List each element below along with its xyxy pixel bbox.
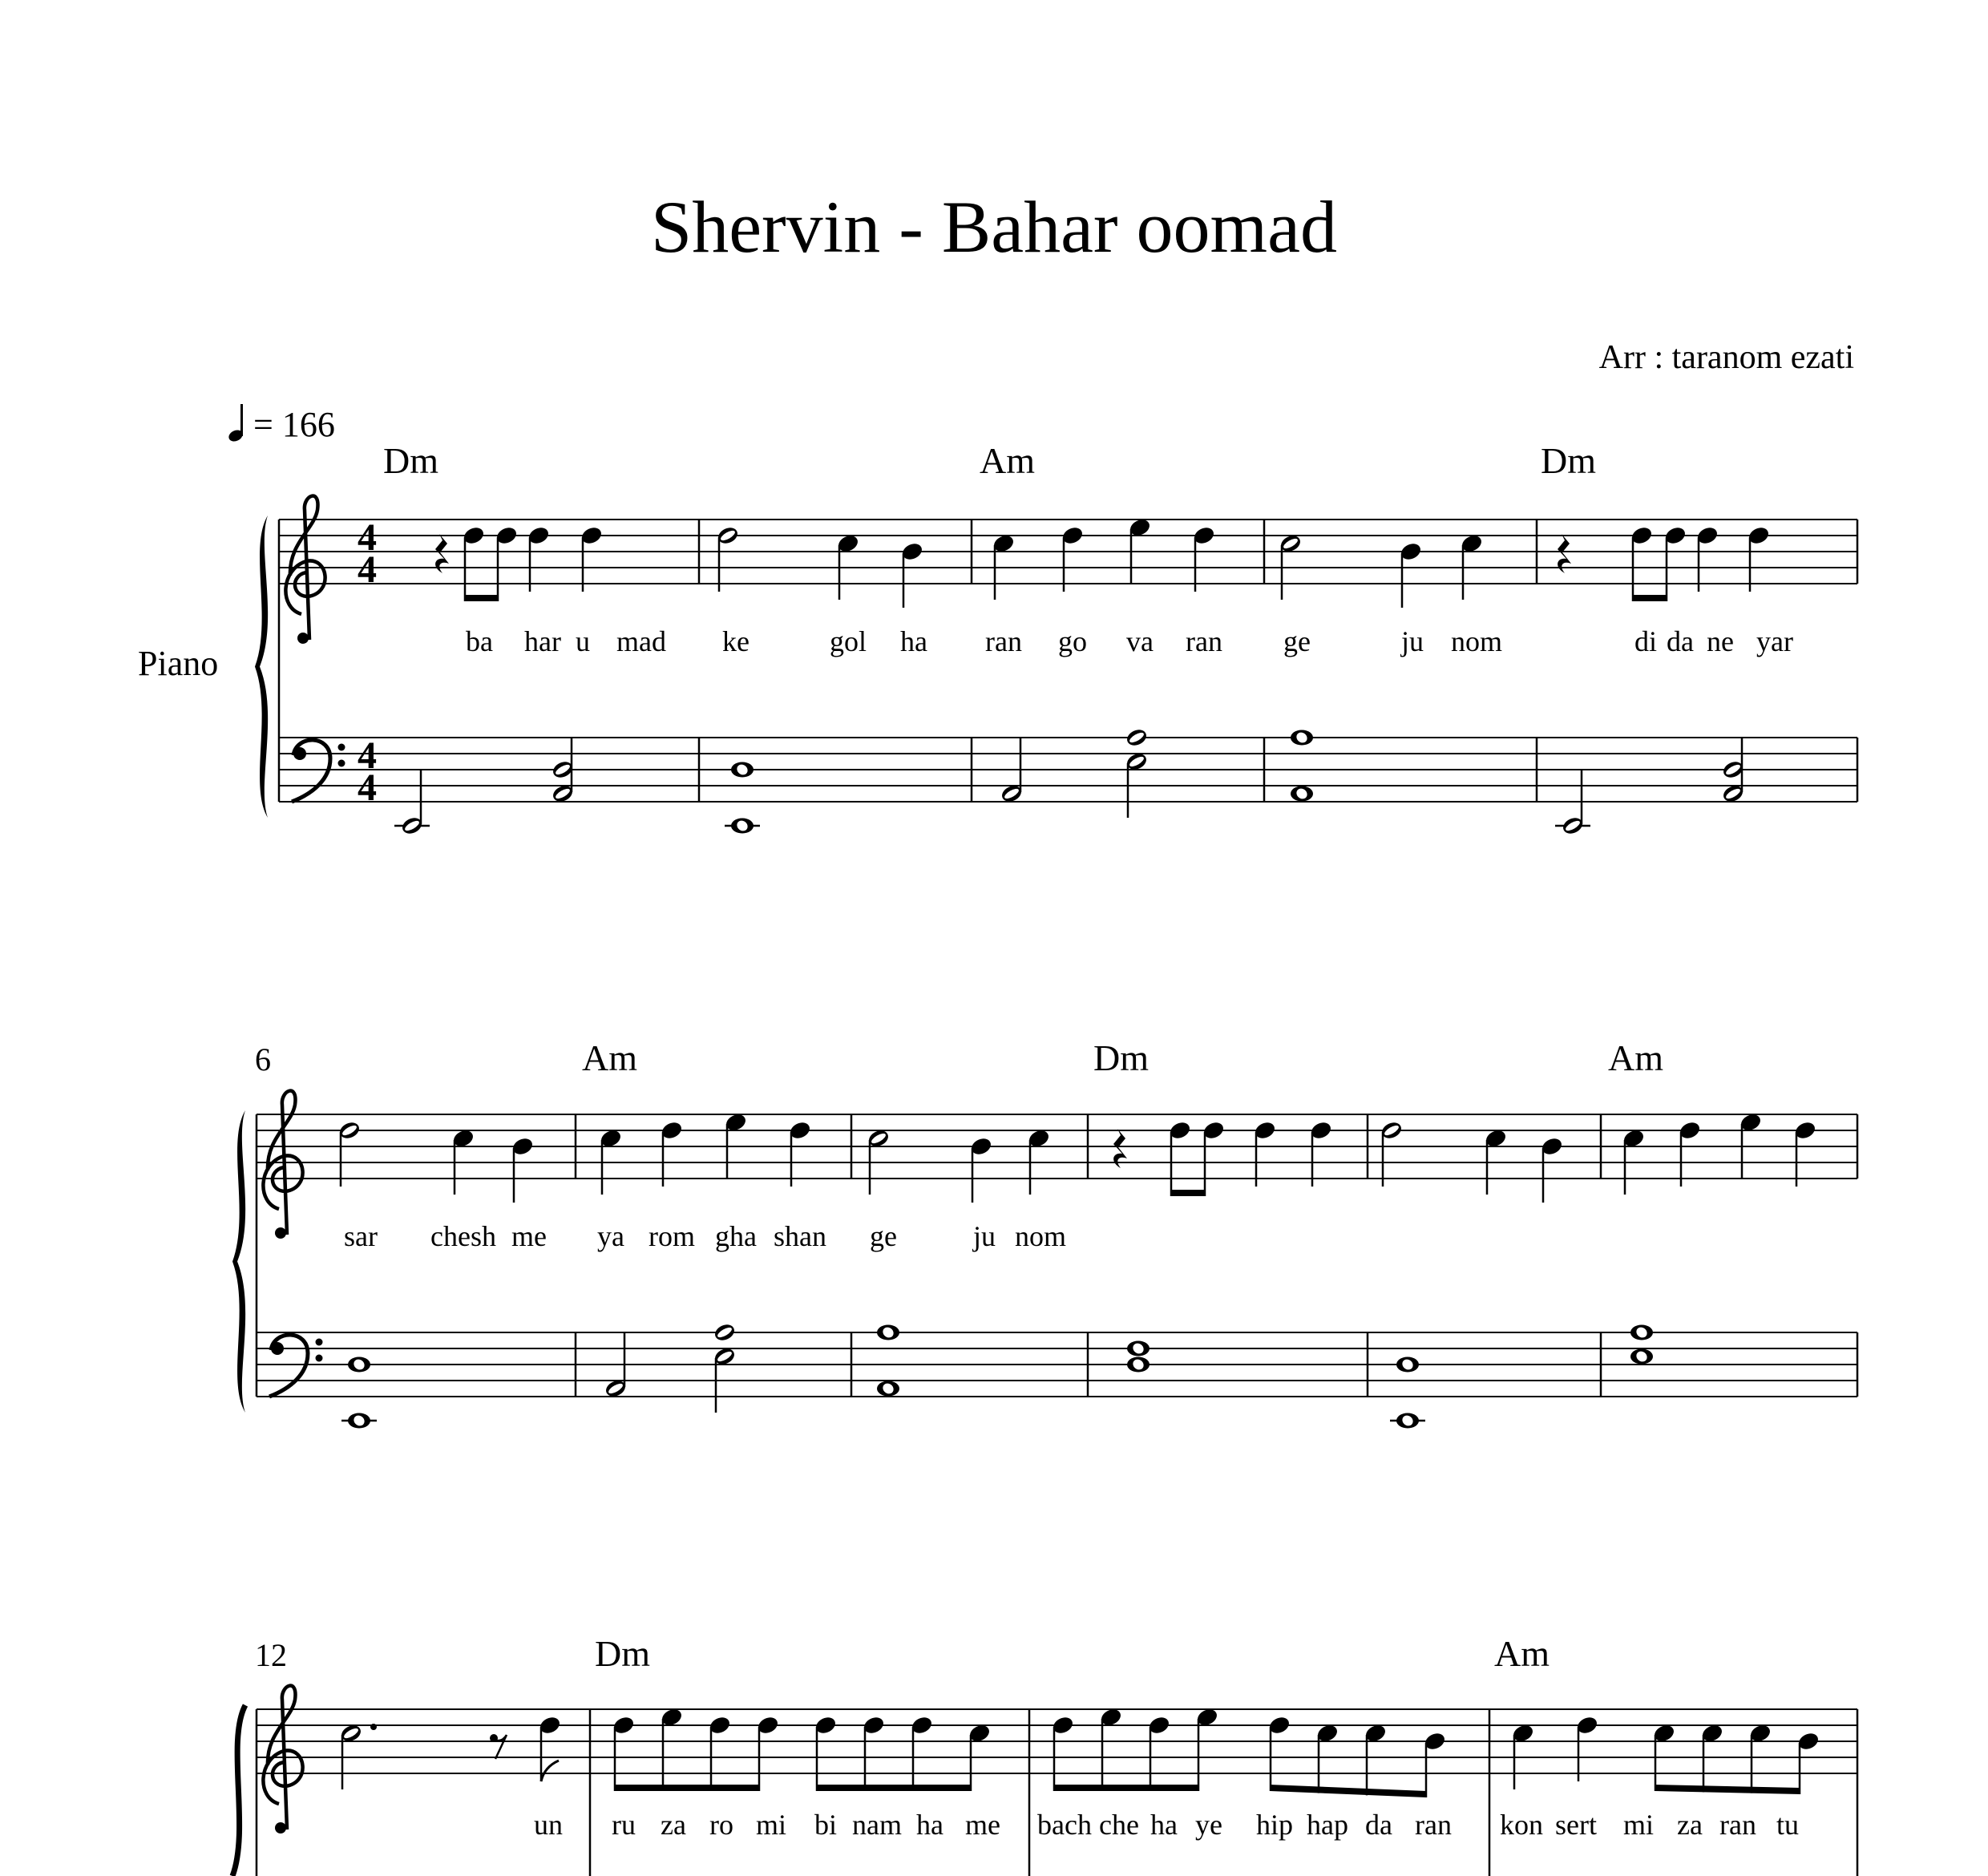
lyric-syllable: hap	[1307, 1809, 1348, 1841]
bass-clef-dot	[316, 1355, 323, 1362]
lyric-syllable: che	[1099, 1809, 1139, 1841]
lyric-syllable: shan	[774, 1220, 826, 1252]
beam	[1053, 1785, 1199, 1791]
chord-symbol: Dm	[595, 1633, 650, 1674]
chord-symbol: Am	[1608, 1037, 1663, 1078]
lyric-syllable: ye	[1195, 1809, 1222, 1841]
lyric-syllable: u	[576, 625, 590, 657]
time-signature-bottom: 4	[358, 766, 377, 809]
lyric-syllable: ha	[900, 625, 927, 657]
beam	[614, 1785, 760, 1791]
lyric-syllable: mi	[755, 1809, 787, 1841]
lyric-syllable: me	[965, 1809, 1000, 1841]
score-title: Shervin - Bahar oomad	[651, 186, 1337, 268]
chord-symbol: Dm	[1093, 1037, 1149, 1078]
augmentation-dot	[370, 1724, 377, 1730]
lyric-syllable: tu	[1776, 1809, 1800, 1841]
chord-symbol: Am	[1494, 1633, 1550, 1674]
beam	[1655, 1785, 1800, 1794]
lyric-syllable: ran	[1186, 625, 1222, 657]
lyric-syllable: nom	[1014, 1220, 1067, 1252]
lyric-syllable: ro	[709, 1809, 733, 1841]
lyric-syllable: sar	[344, 1220, 378, 1252]
beam	[1270, 1785, 1427, 1797]
lyric-syllable: ju	[972, 1220, 996, 1252]
lyric-syllable: ge	[1283, 625, 1311, 657]
lyric-syllable: chesh	[430, 1220, 496, 1252]
lyric-syllable: da	[1667, 625, 1694, 657]
chord-symbol: Am	[582, 1037, 637, 1078]
lyric-syllable: ha	[916, 1809, 943, 1841]
lyric-syllable: sert	[1555, 1809, 1597, 1841]
arranger-credit: Arr : taranom ezati	[1598, 339, 1854, 376]
lyric-syllable: ran	[1415, 1809, 1452, 1841]
lyric-syllable: kon	[1500, 1809, 1543, 1841]
treble-clef-tail	[275, 1822, 286, 1834]
bass-clef-dot	[338, 744, 345, 751]
bass-clef-dot	[338, 760, 345, 767]
lyric-syllable: me	[511, 1220, 547, 1252]
beam	[1632, 595, 1667, 601]
lyric-syllable: go	[1058, 625, 1087, 657]
eighth-flag	[541, 1761, 559, 1781]
tempo-value: = 166	[253, 405, 335, 444]
beam	[816, 1785, 972, 1791]
system-brace	[232, 1705, 245, 1876]
treble-clef-tail	[297, 633, 309, 644]
lyric-syllable: ran	[985, 625, 1022, 657]
lyric-syllable: hip	[1255, 1809, 1294, 1841]
lyric-syllable: ke	[722, 625, 750, 657]
lyric-syllable: mad	[616, 625, 666, 657]
lyric-syllable: har	[524, 625, 561, 657]
bass-clef-dot	[316, 1339, 323, 1346]
time-signature-bottom: 4	[358, 548, 377, 591]
lyric-syllable: da	[1365, 1809, 1392, 1841]
lyric-syllable: ne	[1707, 625, 1734, 657]
lyric-syllable: bach	[1037, 1809, 1092, 1841]
lyric-syllable: za	[661, 1809, 686, 1841]
lyric-syllable: ba	[466, 625, 493, 657]
lyric-syllable: un	[534, 1809, 563, 1841]
system-brace	[255, 515, 268, 818]
lyric-syllable: yar	[1756, 625, 1793, 657]
time-signature-top: 4	[358, 734, 377, 777]
lyric-syllable: nom	[1450, 625, 1503, 657]
beam	[1170, 1190, 1206, 1196]
time-signature-top: 4	[358, 516, 377, 559]
lyric-syllable: gha	[715, 1220, 757, 1252]
lyric-syllable: ran	[1719, 1809, 1756, 1841]
lyric-syllable: ha	[1150, 1809, 1178, 1841]
notes-layer	[232, 496, 1820, 1876]
lyric-syllable: ge	[870, 1220, 897, 1252]
lyric-syllable: va	[1126, 625, 1154, 657]
bass-clef-head	[293, 747, 306, 760]
lyric-syllable: rom	[649, 1220, 695, 1252]
chord-symbol: Dm	[383, 440, 438, 481]
measure-number: 12	[255, 1637, 287, 1673]
lyric-syllable: gol	[829, 625, 867, 657]
lyric-syllable: ju	[1400, 625, 1424, 657]
system-brace	[232, 1110, 245, 1413]
lyric-syllable: za	[1677, 1809, 1703, 1841]
bass-clef-head	[271, 1342, 284, 1355]
beam	[464, 595, 499, 601]
chord-symbol: Dm	[1541, 440, 1596, 481]
staff-lines-layer	[257, 520, 1857, 1876]
lyric-syllable: bi	[814, 1809, 838, 1841]
instrument-label: Piano	[138, 644, 219, 683]
treble-clef-tail	[275, 1227, 286, 1239]
lyric-syllable: mi	[1622, 1809, 1655, 1841]
lyric-syllable: nam	[852, 1809, 902, 1841]
chord-symbol: Am	[980, 440, 1035, 481]
lyric-syllable: ru	[612, 1809, 636, 1841]
lyric-syllable: di	[1634, 625, 1658, 657]
lyric-syllable: ya	[597, 1220, 624, 1252]
measure-number: 6	[255, 1041, 271, 1077]
